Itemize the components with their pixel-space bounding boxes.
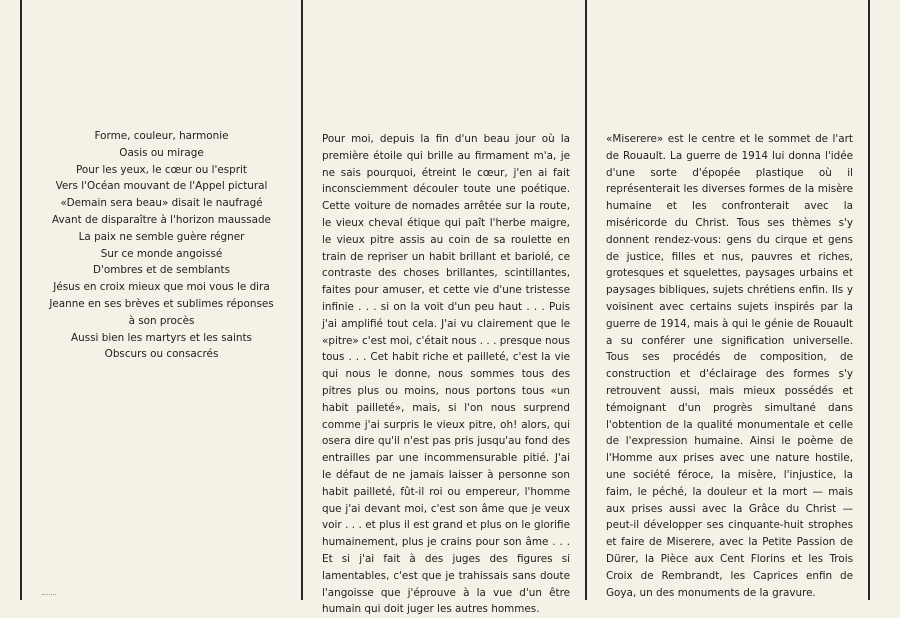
column-divider-2 xyxy=(585,0,587,600)
poem-line: Obscurs ou consacrés xyxy=(104,348,219,361)
poem-line: Jeanne en ses brèves et sublimes réponses xyxy=(49,297,274,310)
poem-line: Oasis ou mirage xyxy=(119,146,204,159)
poem-line: Aussi bien les martyrs et les saints xyxy=(71,331,252,344)
poem-line: Jésus en croix mieux que moi vous le dira xyxy=(53,281,270,294)
paragraph-miserere: «Miserere» est le centre et le sommet de l'art de Rouault. La guerre de 1914 lui donna l'idée d'une sorte d'épopée plastique où il représenterait les diverses formes de la misère humaine et les confronterait avec la miséricorde du Christ. Tous ses thèmes s'y donnent rendez-vous: gens du cirque et gens de justice, filles et nus, pauvres et riches, grotesques et squelettes, paysages urbains et paysages bibliques, sujets chrétiens enfin. Ils y voisinent avec certains sujets inspirés par la guerre de 1914, mais à qui le génie de Rouault a su conférer une signification universelle. Tous ses procédés de composition, de construction et d'éclairage des formes s'y retrouvent aussi, mais mieux possédés et témoignant d'un progrès simultané dans l'obtention de la qualité monumentale et celle de l'expression humaine. Ainsi le poème de l'Homme aux prises avec une nature hostile, une société féroce, la misère, l'injustice, la faim, le péché, la douleur et la mort — mais aux prises aussi avec la Grâce du Christ — peut-il développer ses cinquante-huit strophes et faire de Miserere, avec la Petite Passion de Dürer, la Pièce aux Cent Florins et les Trois Croix de Rembrandt, les Caprices enfin de Goya, un des monuments de la gravure. xyxy=(606,133,853,599)
margin-mark xyxy=(42,588,56,595)
column-divider-1 xyxy=(301,0,303,600)
poem-line: La paix ne semble guère régner xyxy=(78,230,245,243)
poem-line: D'ombres et de semblants xyxy=(93,264,230,277)
poem-line: Sur ce monde angoissé xyxy=(100,247,223,260)
poem-line: Avant de disparaître à l'horizon maussade xyxy=(52,213,271,226)
column-divider-right xyxy=(868,0,870,600)
poem-line: Vers l'Océan mouvant de l'Appel pictural xyxy=(55,180,268,193)
poem-column xyxy=(22,128,301,363)
poem-line: Pour les yeux, le cœur ou l'esprit xyxy=(76,163,247,176)
poem-line: Forme, couleur, harmonie xyxy=(94,130,229,142)
poem-line: à son procès xyxy=(128,314,195,327)
paragraph-pitre: Pour moi, depuis la fin d'un beau jour où la première étoile qui brille au firmament m'a, je ne sais pourquoi, étreint le cœur, j'en ai fait inconsciemment découler toute une poétique. Cette voiture de nomades arrêtée sur la route, le vieux cheval étique qui paît l'herbe maigre, le vieux pitre assis au coin de sa roulette en train de repriser un habit brillant et bariolé, ce contraste des choses brillantes, scintillantes, faites pour amuser, et cette vie d'une tristesse infinie . . . si on la voit d'un peu haut . . . Puis j'ai amplifié tout cela. J'ai vu clairement que le «pitre» c'est moi, c'était nous . . . presque nous tous . . . Cet habit riche et pailleté, c'est la vie qui nous le donne, nous sommes tous des pitres plus ou moins, nous portons tous «un habit pailleté», mais, si l'on nous surprend comme j'ai surpris le vieux pitre, oh! alors, qui osera dire qu'il n'est pas pris jusqu'au fond des entrailles par une incommensurable pitié. J'ai le défaut de ne jamais laisser à personne son habit pailleté, fût-il roi ou empereur, l'homme que j'ai devant moi, c'est son âme que je veux voir . . . et plus il est grand et plus on le glorifie humainement, plus je crains pour son âme . . . Et si j'ai fait à des juges des figures si lamentables, c'est que je trahissais sans doute l'angoisse que j'éprouve à la vue d'un être humain qui doit juger les autres hommes. xyxy=(322,133,570,616)
poem-line: «Demain sera beau» disait le naufragé xyxy=(60,197,263,210)
